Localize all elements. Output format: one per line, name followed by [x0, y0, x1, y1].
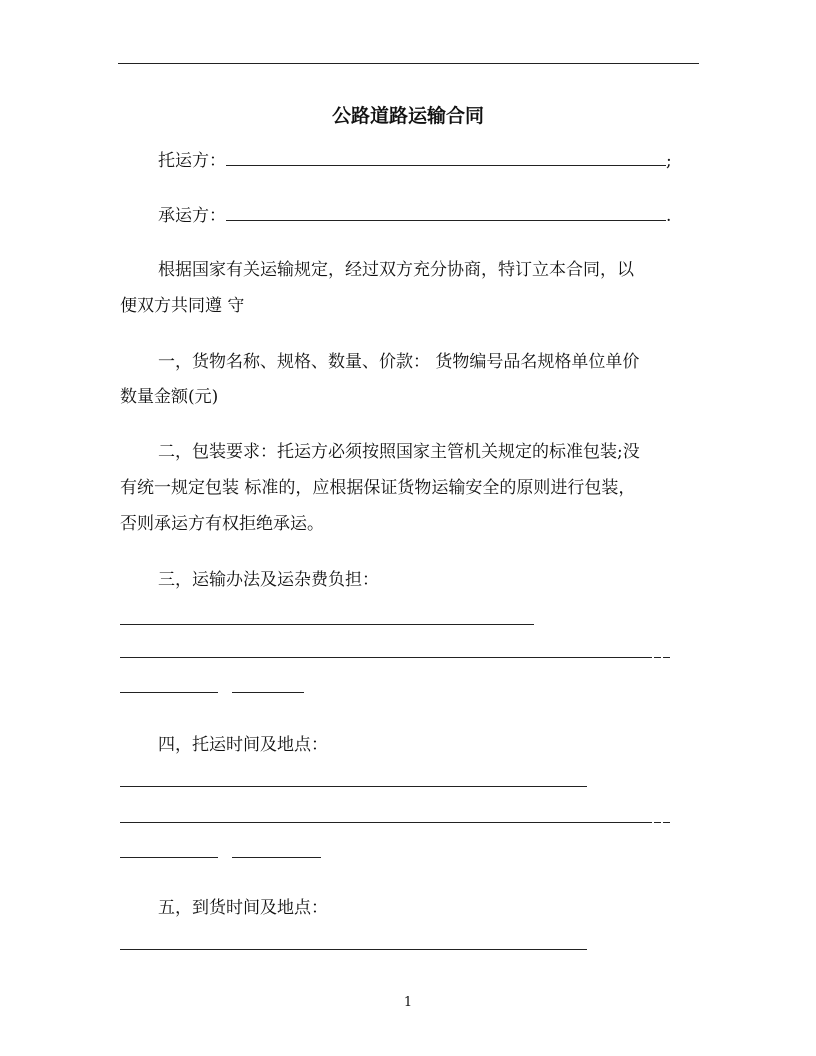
- party-a-end: ;: [666, 151, 672, 171]
- party-b-label: 承运方：: [158, 206, 226, 226]
- header-rule: [118, 63, 699, 64]
- section-4-dash-b: [663, 822, 670, 823]
- section-4-dash-a: [654, 822, 661, 823]
- party-a-label: 托运方：: [158, 151, 226, 171]
- section-3-blank-1[interactable]: [120, 624, 534, 625]
- document-title: 公路道路运输合同: [331, 105, 484, 127]
- section-3-dash-b: [663, 657, 670, 658]
- section-1-line-2: 数量金额(元): [120, 387, 219, 407]
- section-2-line-3: 否则承运方有权拒绝承运。: [120, 514, 324, 534]
- section-5-heading: 五，到货时间及地点：: [158, 898, 328, 918]
- section-4-heading: 四，托运时间及地点：: [158, 735, 328, 755]
- intro-line-2: 便双方共同遵 守: [120, 296, 245, 316]
- section-3-blank-3b[interactable]: [232, 692, 304, 693]
- party-a-blank[interactable]: [226, 149, 666, 166]
- section-4-blank-3a[interactable]: [120, 857, 218, 858]
- section-4-blank-1[interactable]: [120, 786, 587, 787]
- section-3-heading: 三，运输办法及运杂费负担：: [158, 570, 379, 590]
- party-b-end: .: [666, 206, 672, 226]
- party-a-line: [158, 149, 672, 172]
- page-number: 1: [403, 995, 413, 1010]
- section-1-line-1: 一，货物名称、规格、数量、价款： 货物编号品名规格单位单价: [158, 352, 640, 372]
- section-2-line-2: 有统一规定包装 标准的，应根据保证货物运输安全的原则进行包装，: [120, 478, 636, 498]
- party-b-blank[interactable]: [226, 204, 666, 221]
- section-4-blank-2[interactable]: [120, 822, 652, 823]
- section-3-dash-a: [654, 657, 661, 658]
- party-b-line: [158, 204, 671, 227]
- section-4-blank-3b[interactable]: [232, 857, 321, 858]
- section-2-line-1: 二，包装要求：托运方必须按照国家主管机关规定的标准包装;没: [158, 442, 640, 462]
- section-5-blank-1[interactable]: [120, 949, 587, 950]
- section-3-blank-2[interactable]: [120, 657, 652, 658]
- intro-line-1: 根据国家有关运输规定，经过双方充分协商，特订立本合同，以: [158, 260, 634, 280]
- section-3-blank-3a[interactable]: [120, 692, 218, 693]
